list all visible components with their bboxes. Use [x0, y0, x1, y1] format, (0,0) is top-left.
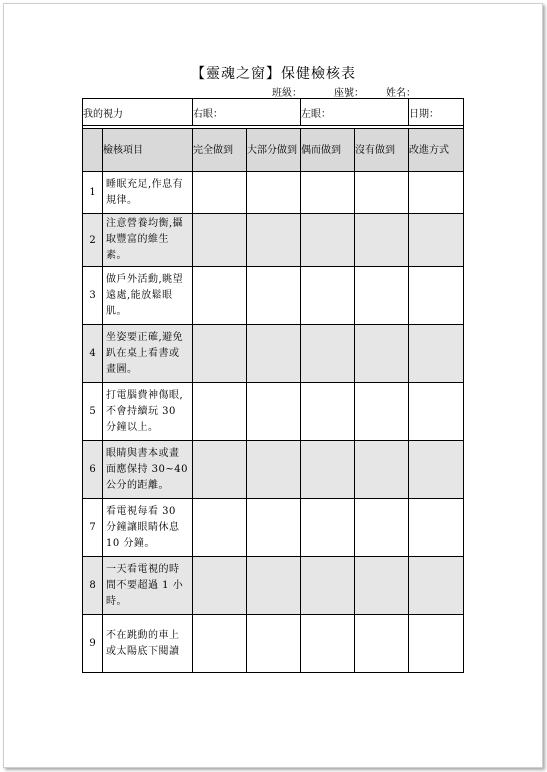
item-number: 8	[83, 557, 103, 615]
not-done-cell[interactable]	[355, 499, 409, 557]
not-done-cell[interactable]	[355, 325, 409, 383]
item-description: 眼睛與書本或畫面應保持 30~40 公分的距離。	[103, 441, 193, 499]
class-label: 班級：	[272, 88, 302, 99]
item-description: 一天看電視的時間不要超過 1 小時。	[103, 557, 193, 615]
occasionally-cell[interactable]	[301, 172, 355, 214]
item-number: 4	[83, 325, 103, 383]
table-row	[83, 325, 464, 383]
occasionally-cell[interactable]	[301, 383, 355, 441]
improvement-cell[interactable]	[409, 267, 464, 325]
header-index	[83, 129, 103, 172]
header-all-done: 完全做到	[193, 129, 247, 172]
improvement-cell[interactable]	[409, 441, 464, 499]
right-eye-field[interactable]: 右眼：	[193, 99, 301, 126]
item-number: 3	[83, 267, 103, 325]
improvement-cell[interactable]	[409, 325, 464, 383]
item-rows	[83, 172, 464, 673]
occasionally-cell[interactable]	[301, 441, 355, 499]
all-done-cell[interactable]	[193, 499, 247, 557]
mostly-done-cell[interactable]	[247, 172, 301, 214]
all-done-cell[interactable]	[193, 267, 247, 325]
date-field[interactable]: 日期：	[409, 99, 464, 126]
improvement-cell[interactable]	[409, 214, 464, 267]
all-done-cell[interactable]	[193, 172, 247, 214]
improvement-cell[interactable]	[409, 172, 464, 214]
left-eye-field[interactable]: 左眼：	[301, 99, 409, 126]
item-description: 做戶外活動,眺望遠處,能放鬆眼肌。	[103, 267, 193, 325]
table-row	[83, 383, 464, 441]
table-row	[83, 172, 464, 214]
item-number: 6	[83, 441, 103, 499]
all-done-cell[interactable]	[193, 325, 247, 383]
header-occasionally: 偶而做到	[301, 129, 355, 172]
table-row	[83, 441, 464, 499]
table-row	[83, 499, 464, 557]
not-done-cell[interactable]	[355, 214, 409, 267]
item-description: 打電腦費神傷眼,不會持續玩 30 分鐘以上。	[103, 383, 193, 441]
occasionally-cell[interactable]	[301, 615, 355, 673]
improvement-cell[interactable]	[409, 383, 464, 441]
mostly-done-cell[interactable]	[247, 441, 301, 499]
all-done-cell[interactable]	[193, 557, 247, 615]
vision-row	[83, 99, 464, 126]
header-row	[83, 129, 464, 172]
header-improvement: 改進方式	[409, 129, 464, 172]
name-label: 姓名：	[386, 88, 416, 99]
mostly-done-cell[interactable]	[247, 499, 301, 557]
item-number: 2	[83, 214, 103, 267]
header-item: 檢核項目	[103, 129, 193, 172]
item-description: 不在跳動的車上或太陽底下閱讀	[103, 615, 193, 673]
item-number: 5	[83, 383, 103, 441]
seat-label: 座號：	[334, 88, 364, 99]
improvement-cell[interactable]	[409, 615, 464, 673]
page-title: 【靈魂之窗】保健檢核表	[191, 66, 356, 82]
mostly-done-cell[interactable]	[247, 557, 301, 615]
item-description: 睡眠充足,作息有規律。	[103, 172, 193, 214]
eye-care-checklist-table	[82, 98, 464, 673]
mostly-done-cell[interactable]	[247, 267, 301, 325]
improvement-cell[interactable]	[409, 499, 464, 557]
not-done-cell[interactable]	[355, 383, 409, 441]
table-row	[83, 557, 464, 615]
header-not-done: 沒有做到	[355, 129, 409, 172]
item-number: 1	[83, 172, 103, 214]
mostly-done-cell[interactable]	[247, 615, 301, 673]
occasionally-cell[interactable]	[301, 267, 355, 325]
mostly-done-cell[interactable]	[247, 325, 301, 383]
occasionally-cell[interactable]	[301, 499, 355, 557]
not-done-cell[interactable]	[355, 267, 409, 325]
occasionally-cell[interactable]	[301, 557, 355, 615]
mostly-done-cell[interactable]	[247, 383, 301, 441]
item-number: 9	[83, 615, 103, 673]
not-done-cell[interactable]	[355, 172, 409, 214]
occasionally-cell[interactable]	[301, 214, 355, 267]
header-mostly-done: 大部分做到	[247, 129, 301, 172]
table-row	[83, 267, 464, 325]
mostly-done-cell[interactable]	[247, 214, 301, 267]
not-done-cell[interactable]	[355, 557, 409, 615]
all-done-cell[interactable]	[193, 615, 247, 673]
occasionally-cell[interactable]	[301, 325, 355, 383]
not-done-cell[interactable]	[355, 441, 409, 499]
item-description: 看電視每看 30 分鐘讓眼睛休息 10 分鐘。	[103, 499, 193, 557]
vision-label: 我的視力	[83, 99, 193, 126]
all-done-cell[interactable]	[193, 214, 247, 267]
item-description: 注意營養均衡,攝取豐富的維生素。	[103, 214, 193, 267]
all-done-cell[interactable]	[193, 441, 247, 499]
item-number: 7	[83, 499, 103, 557]
all-done-cell[interactable]	[193, 383, 247, 441]
not-done-cell[interactable]	[355, 615, 409, 673]
improvement-cell[interactable]	[409, 557, 464, 615]
table-row	[83, 214, 464, 267]
item-description: 坐姿要正確,避免趴在桌上看書或畫圖。	[103, 325, 193, 383]
table-row	[83, 615, 464, 673]
